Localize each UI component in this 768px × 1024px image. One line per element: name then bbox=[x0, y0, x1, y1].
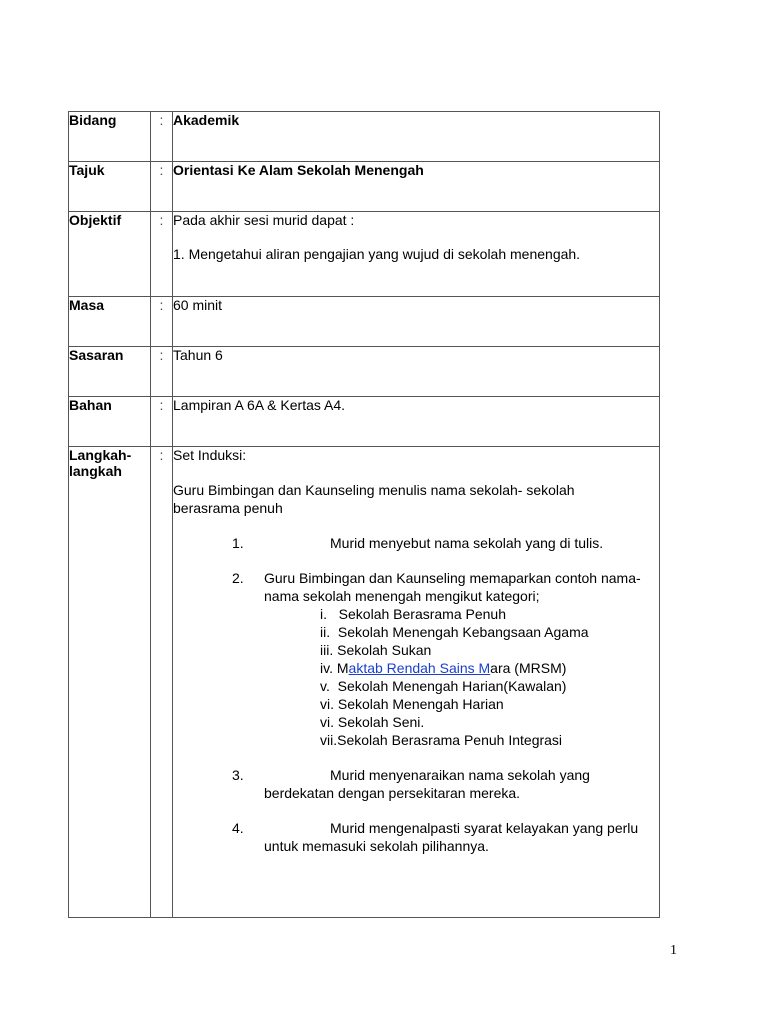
row-langkah bbox=[69, 447, 660, 918]
step-number: 2. bbox=[232, 570, 244, 586]
row-bidang bbox=[69, 112, 660, 162]
label-tajuk: Tajuk bbox=[69, 162, 151, 212]
value-sasaran: Tahun 6 bbox=[173, 347, 660, 397]
row-tajuk bbox=[69, 162, 660, 212]
label-bidang: Bidang bbox=[69, 112, 151, 162]
list-item: vii.Sekolah Berasrama Penuh Integrasi bbox=[320, 732, 563, 748]
value-tajuk: Orientasi Ke Alam Sekolah Menengah bbox=[173, 162, 660, 212]
colon: : bbox=[151, 397, 173, 447]
colon: : bbox=[151, 162, 173, 212]
value-langkah bbox=[173, 447, 660, 918]
list-item: vi. Sekolah Menengah Harian bbox=[320, 696, 504, 712]
step-text: Murid menyenaraikan nama sekolah yang berdekatan dengan persekitaran mereka. bbox=[264, 767, 590, 801]
colon: : bbox=[151, 112, 173, 162]
label-langkah-line2: langkah bbox=[69, 463, 122, 479]
list-item: i. Sekolah Berasrama Penuh bbox=[320, 606, 506, 622]
step-text: Murid menyebut nama sekolah yang di tulis. bbox=[330, 535, 604, 551]
label-langkah bbox=[69, 447, 151, 918]
colon: : bbox=[151, 212, 173, 297]
lesson-plan-table bbox=[68, 111, 660, 918]
row-bahan bbox=[69, 397, 660, 447]
list-item: v. Sekolah Menengah Harian(Kawalan) bbox=[320, 678, 567, 694]
step-number: 4. bbox=[232, 820, 244, 836]
step-3 bbox=[173, 766, 645, 802]
step-number: 3. bbox=[232, 767, 244, 783]
row-sasaran bbox=[69, 347, 660, 397]
row-objektif bbox=[69, 212, 660, 297]
list-item: iv. Maktab Rendah Sains Mara (MRSM) bbox=[320, 660, 567, 676]
colon: : bbox=[151, 447, 173, 918]
lesson-plan-sheet bbox=[68, 111, 659, 918]
objektif-intro: Pada akhir sesi murid dapat : bbox=[173, 212, 355, 228]
list-item: vi. Sekolah Seni. bbox=[320, 714, 425, 730]
step-1 bbox=[173, 534, 645, 552]
list-item: ii. Sekolah Menengah Kebangsaan Agama bbox=[320, 624, 589, 640]
step-text: Murid mengenalpasti syarat kelayakan yang perlu untuk memasuki sekolah pilihannya. bbox=[264, 820, 639, 854]
colon: : bbox=[151, 347, 173, 397]
row-masa bbox=[69, 297, 660, 347]
set-induksi-heading: Set Induksi: bbox=[173, 447, 247, 463]
label-bahan: Bahan bbox=[69, 397, 151, 447]
step-text: Guru Bimbingan dan Kaunseling memaparkan contoh nama-nama sekolah menengah mengikut kategori; bbox=[264, 570, 641, 604]
mrsm-link[interactable]: aktab Rendah Sains M bbox=[348, 660, 491, 676]
value-masa: 60 minit bbox=[173, 297, 660, 347]
value-bidang: Akademik bbox=[173, 112, 660, 162]
label-objektif: Objektif bbox=[69, 212, 151, 297]
list-item: iii. Sekolah Sukan bbox=[320, 642, 432, 658]
label-sasaran: Sasaran bbox=[69, 347, 151, 397]
step-number: 1. bbox=[232, 535, 244, 551]
label-masa: Masa bbox=[69, 297, 151, 347]
value-objektif bbox=[173, 212, 660, 297]
objektif-point: 1. Mengetahui aliran pengajian yang wujud di sekolah menengah. bbox=[173, 246, 581, 262]
page-number: 1 bbox=[670, 943, 677, 958]
colon: : bbox=[151, 297, 173, 347]
value-bahan: Lampiran A 6A & Kertas A4. bbox=[173, 397, 660, 447]
label-langkah-line1: Langkah- bbox=[69, 447, 132, 463]
set-induksi-text: Guru Bimbingan dan Kaunseling menulis nama sekolah- sekolah berasrama penuh bbox=[173, 482, 575, 516]
step-4 bbox=[173, 819, 645, 855]
step-2 bbox=[173, 569, 645, 605]
school-category-list bbox=[173, 605, 645, 749]
